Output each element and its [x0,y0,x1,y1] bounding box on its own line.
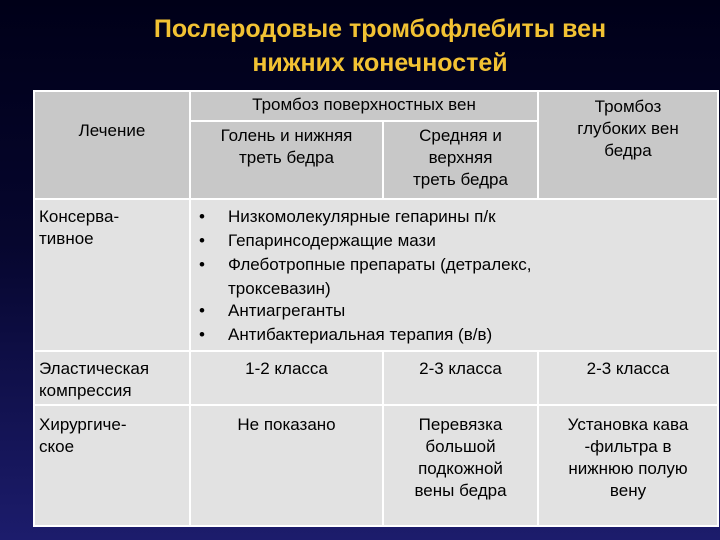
header-superficial-label: Тромбоз поверхностных вен [252,95,476,114]
elastic-col1-value: 1-2 класса [245,359,328,378]
slide-title-line2: нижних конечностей [252,49,508,77]
surgical-label-line2: ское [39,437,75,456]
surgical-col3-line1: Установка кава [567,415,689,434]
surgical-col1-value: Не показано [237,415,336,434]
header-superficial [191,92,537,120]
surgical-label-line1: Хирургиче- [39,415,127,434]
header-shin-lower-thigh [191,122,382,198]
header-mid-upper-thigh [384,122,537,198]
slide-title-line1: Послеродовые тромбофлебиты вен [153,15,607,43]
bullet-1: • [199,207,205,226]
conservative-label-line2: тивное [39,229,94,248]
elastic-label-line2: компрессия [39,381,132,400]
conservative-label-line1: Консерва- [39,207,120,226]
surgical-col2-line4: вены бедра [414,481,507,500]
header-treatment [35,92,189,198]
header-deep-line2: глубоких вен [577,119,679,138]
header-shin-lower-line1: Голень и нижняя [220,126,353,145]
treatment-table [33,90,719,527]
header-mid-upper-line3: треть бедра [413,170,508,189]
surgical-col2-line3: подкожной [418,459,503,478]
header-deep-line1: Тромбоз [594,97,662,116]
surgical-col3-line2: -фильтра в [584,437,672,456]
conservative-item-3-line2: троксевазин) [228,279,331,298]
elastic-col3 [539,352,717,404]
elastic-label-line1: Эластическая [39,359,150,378]
header-deep-line3: бедра [604,141,652,160]
surgical-col2-line1: Перевязка [418,415,503,434]
header-treatment-label: Лечение [78,121,146,140]
elastic-col2 [384,352,537,404]
header-mid-upper-line1: Средняя и [419,126,502,145]
conservative-item-4: Антиагреганты [228,301,346,320]
row-conservative-label [35,200,189,350]
header-shin-lower-line2: треть бедра [239,148,334,167]
elastic-col2-value: 2-3 класса [419,359,502,378]
header-deep-veins [539,92,717,198]
row-elastic-label [35,352,189,404]
elastic-col1 [191,352,382,404]
conservative-item-1: Низкомолекулярные гепарины п/к [228,207,496,226]
surgical-col3-line4: вену [609,481,647,500]
elastic-col3-value: 2-3 класса [586,359,670,378]
bullet-5: • [199,325,205,344]
row-conservative-content [191,200,717,350]
surgical-col2-line2: большой [425,437,496,456]
surgical-col3-line3: нижнюю полую [568,459,688,478]
row-surgical-label [35,406,189,525]
conservative-item-2: Гепаринсодержащие мази [228,231,436,250]
bullet-3: • [199,255,205,274]
conservative-item-5: Антибактериальная терапия (в/в) [228,325,493,344]
slide-title [0,12,720,80]
bullet-2: • [199,231,205,250]
bullet-4: • [199,301,205,320]
surgical-col3 [539,406,717,525]
header-mid-upper-line2: верхняя [428,148,493,167]
conservative-item-3-line1: Флеботропные препараты (детралекс, [228,255,532,274]
surgical-col1 [191,406,382,525]
surgical-col2 [384,406,537,525]
